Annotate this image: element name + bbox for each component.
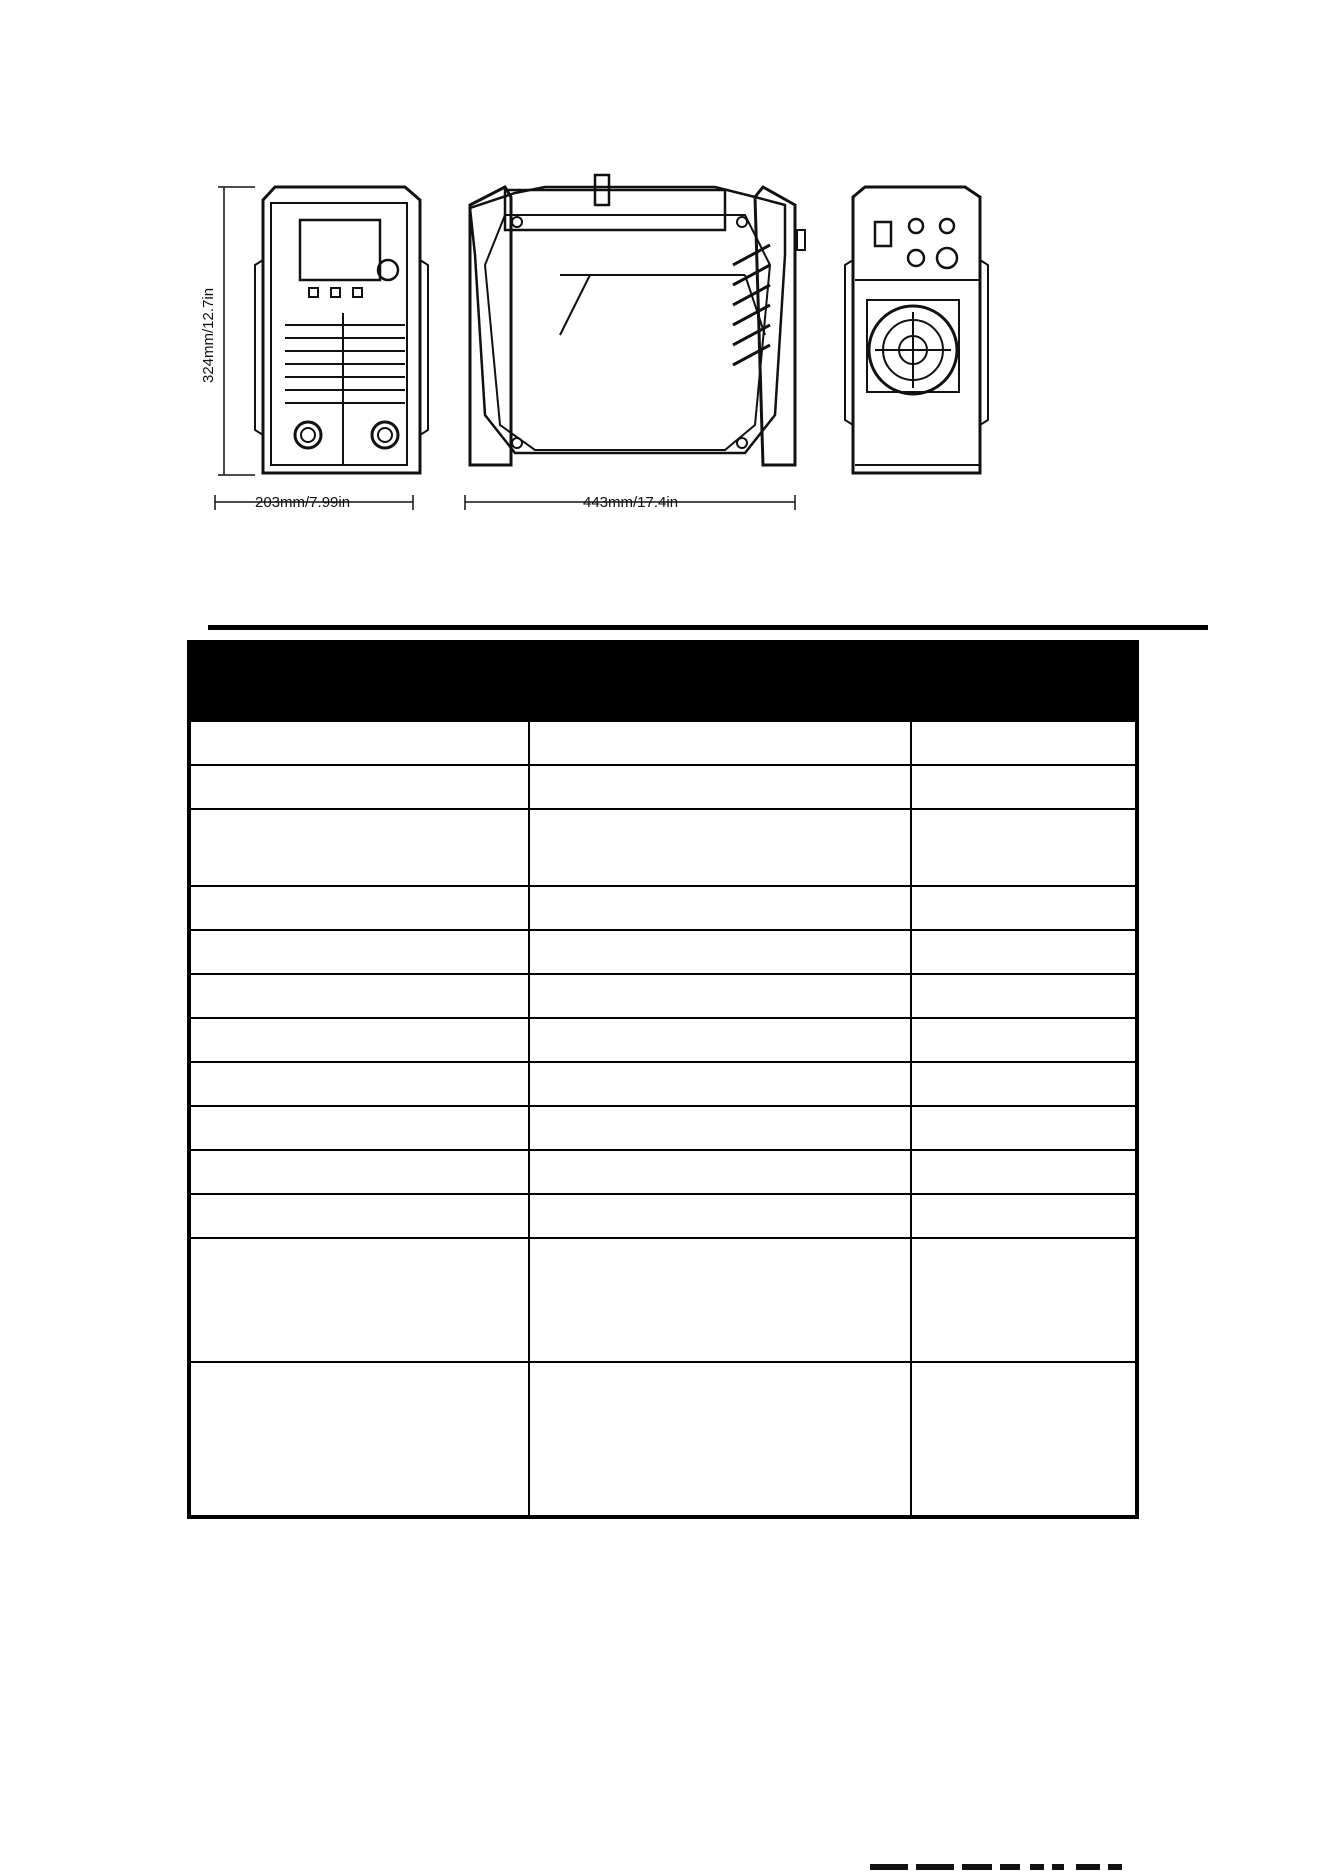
table-cell xyxy=(529,721,911,765)
table-row xyxy=(189,1018,1137,1062)
table-header-row xyxy=(189,642,1137,721)
table-cell xyxy=(189,765,529,809)
table-cell xyxy=(911,809,1137,886)
front-width-dimension: 203mm/7.99in xyxy=(255,494,351,511)
table-cell xyxy=(189,930,529,974)
table-row xyxy=(189,1238,1137,1362)
header-cell xyxy=(529,642,911,721)
table-row xyxy=(189,1194,1137,1238)
table-cell xyxy=(189,1362,529,1517)
table-row xyxy=(189,765,1137,809)
table-cell xyxy=(529,886,911,930)
table-cell xyxy=(911,974,1137,1018)
table-cell xyxy=(529,974,911,1018)
table-cell xyxy=(529,1018,911,1062)
table-cell xyxy=(911,930,1137,974)
table-row xyxy=(189,974,1137,1018)
table-row xyxy=(189,1362,1137,1517)
table-cell xyxy=(911,1150,1137,1194)
table-cell xyxy=(529,1194,911,1238)
header-cell xyxy=(911,642,1137,721)
table-cell xyxy=(529,1106,911,1150)
table-cell xyxy=(189,809,529,886)
table-row xyxy=(189,930,1137,974)
table-cell xyxy=(189,1018,529,1062)
table-row xyxy=(189,1106,1137,1150)
table-cell xyxy=(911,1362,1137,1517)
header-cell xyxy=(189,642,529,721)
table-cell xyxy=(529,1062,911,1106)
table-cell xyxy=(911,1062,1137,1106)
table-cell xyxy=(529,1150,911,1194)
page-bottom-artifact xyxy=(870,1862,1170,1872)
table-cell xyxy=(911,886,1137,930)
table-cell xyxy=(189,1106,529,1150)
table-cell xyxy=(911,1238,1137,1362)
table-cell xyxy=(529,1238,911,1362)
table-cell xyxy=(529,1362,911,1517)
machine-dimension-drawing xyxy=(200,175,1175,515)
side-view xyxy=(465,175,805,510)
table-cell xyxy=(189,721,529,765)
section-divider xyxy=(208,625,1208,630)
table-cell xyxy=(529,765,911,809)
table-cell xyxy=(529,809,911,886)
table-cell xyxy=(911,721,1137,765)
table-cell xyxy=(189,1194,529,1238)
table-row xyxy=(189,1150,1137,1194)
table-row xyxy=(189,809,1137,886)
specification-table xyxy=(187,640,1139,1519)
table-row xyxy=(189,1062,1137,1106)
front-height-dimension: 324mm/12.7in xyxy=(200,287,217,383)
side-length-dimension: 443mm/17.4in xyxy=(583,494,679,511)
table-cell xyxy=(911,1018,1137,1062)
table-cell xyxy=(189,974,529,1018)
table-cell xyxy=(189,1062,529,1106)
table-cell xyxy=(911,765,1137,809)
table-cell xyxy=(529,930,911,974)
rear-view xyxy=(845,187,988,473)
front-view xyxy=(215,187,428,510)
table-cell xyxy=(911,1106,1137,1150)
table-cell xyxy=(189,886,529,930)
table-cell xyxy=(911,1194,1137,1238)
table-cell xyxy=(189,1150,529,1194)
table-row xyxy=(189,721,1137,765)
table-row xyxy=(189,886,1137,930)
table-cell xyxy=(189,1238,529,1362)
